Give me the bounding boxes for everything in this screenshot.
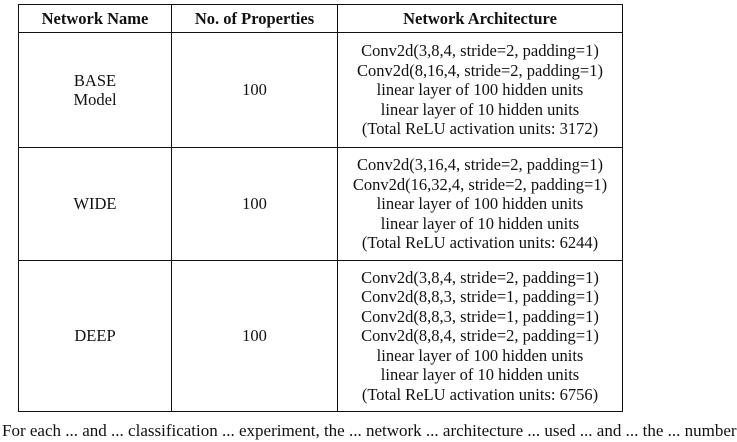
architecture-cell	[338, 261, 623, 412]
network-architecture-table	[18, 4, 623, 412]
architecture-line: Conv2d(3,8,4, stride=2, padding=1)	[361, 41, 599, 61]
architecture-line: linear layer of 100 hidden units	[376, 345, 584, 365]
architecture-line: linear layer of 10 hidden units	[380, 365, 580, 385]
properties-cell	[172, 261, 338, 412]
header-no-of-properties: No. of Properties	[172, 5, 338, 33]
table-header-row	[19, 5, 623, 33]
caption-text: For each ... and ... classification ... experiment, the ... network ... architecture ... used ... and ... the ... number	[2, 421, 737, 440]
architecture-line: (Total ReLU activation units: 6756)	[361, 384, 599, 404]
architecture-cell	[338, 148, 623, 261]
table-caption-fragment	[0, 420, 737, 440]
architecture-line: (Total ReLU activation units: 6244)	[361, 233, 599, 253]
table-row-wide	[19, 148, 623, 261]
header-network-architecture: Network Architecture	[338, 5, 623, 33]
architecture-line: Conv2d(8,8,4, stride=2, padding=1)	[361, 326, 599, 346]
header-network-name: Network Name	[19, 5, 172, 33]
architecture-line: (Total ReLU activation units: 3172)	[361, 119, 599, 139]
architecture-table-wrapper	[18, 4, 622, 412]
architecture-line: linear layer of 100 hidden units	[376, 80, 584, 100]
properties-cell	[172, 33, 338, 148]
architecture-line: linear layer of 10 hidden units	[380, 213, 580, 233]
architecture-line: Conv2d(8,8,3, stride=1, padding=1)	[361, 306, 599, 326]
architecture-line: linear layer of 100 hidden units	[376, 194, 584, 214]
architecture-line: Conv2d(8,16,4, stride=2, padding=1)	[357, 60, 603, 80]
network-name-deep: DEEP	[74, 326, 116, 346]
architecture-line: Conv2d(16,32,4, stride=2, padding=1)	[352, 174, 608, 194]
architecture-line: Conv2d(3,8,4, stride=2, padding=1)	[361, 268, 599, 288]
properties-value-base: 100	[242, 80, 267, 100]
properties-value-wide: 100	[242, 194, 267, 214]
table-row-deep	[19, 261, 623, 412]
architecture-line: Conv2d(3,16,4, stride=2, padding=1)	[357, 155, 603, 175]
network-name-cell	[19, 261, 172, 412]
architecture-cell	[338, 33, 623, 148]
properties-value-deep: 100	[242, 326, 267, 346]
network-name-base: BASE Model	[73, 70, 117, 109]
table-row-base	[19, 33, 623, 148]
network-name-cell	[19, 148, 172, 261]
properties-cell	[172, 148, 338, 261]
network-name-cell	[19, 33, 172, 148]
architecture-line: linear layer of 10 hidden units	[380, 99, 580, 119]
network-name-wide: WIDE	[73, 194, 117, 214]
architecture-line: Conv2d(8,8,3, stride=1, padding=1)	[361, 287, 599, 307]
